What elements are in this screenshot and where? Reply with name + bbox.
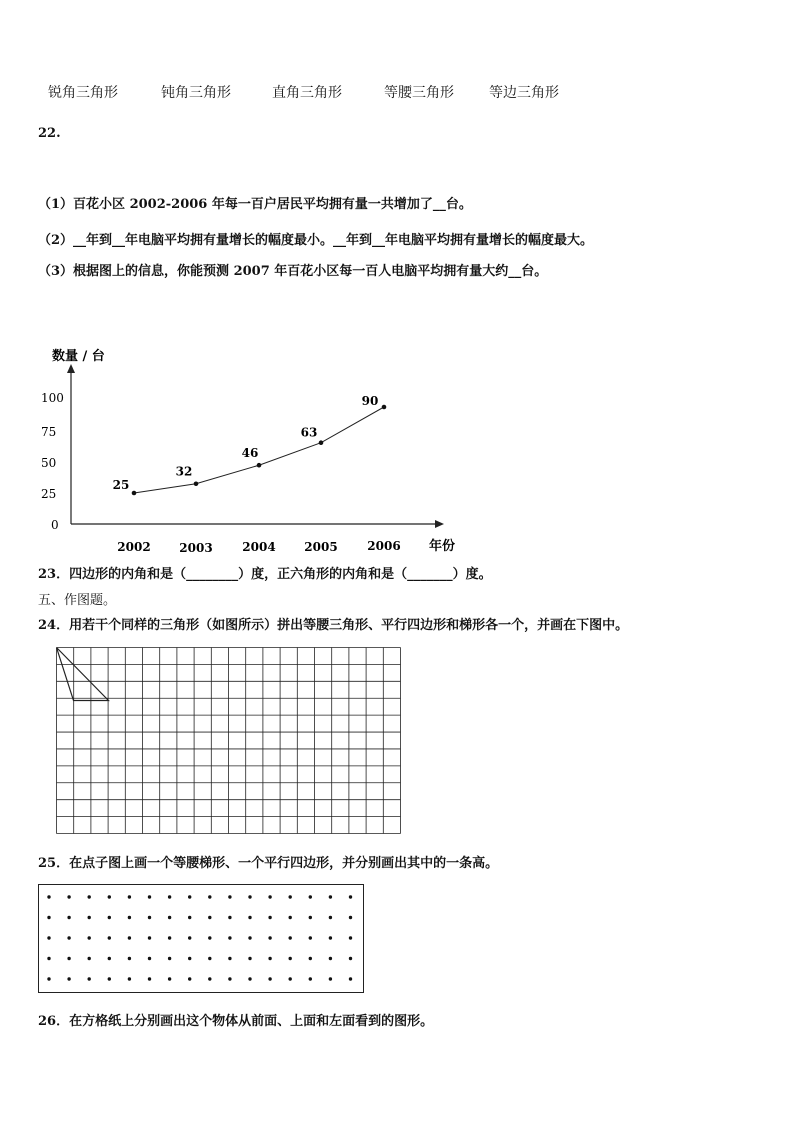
triangle-type-right: 直角三角形 bbox=[272, 85, 342, 101]
dot bbox=[108, 957, 111, 960]
dot bbox=[67, 895, 70, 898]
dot bbox=[228, 916, 231, 919]
dot bbox=[248, 977, 251, 980]
data-point bbox=[319, 440, 324, 445]
section-5-title: 五、作图题。 bbox=[38, 593, 117, 608]
dot bbox=[67, 936, 70, 939]
triangle-type-acute: 锐角三角形 bbox=[48, 85, 118, 101]
dot bbox=[47, 977, 50, 980]
dot bbox=[88, 957, 91, 960]
dot bbox=[88, 936, 91, 939]
dot bbox=[349, 936, 352, 939]
dot bbox=[268, 936, 271, 939]
dot bbox=[349, 977, 352, 980]
data-label: 32 bbox=[175, 464, 193, 479]
dot bbox=[128, 957, 131, 960]
dot bbox=[248, 957, 251, 960]
dot bbox=[88, 977, 91, 980]
q23-text: 23．四边形的内角和是（________）度，正六角形的内角和是（_______）度。 bbox=[38, 567, 492, 582]
dot bbox=[349, 895, 352, 898]
dot bbox=[128, 916, 131, 919]
dot bbox=[168, 916, 171, 919]
x-tick-label: 2006 bbox=[367, 539, 401, 553]
data-label: 90 bbox=[361, 394, 379, 408]
dot bbox=[309, 916, 312, 919]
dot bbox=[188, 936, 191, 939]
y-tick-label: 25 bbox=[41, 487, 57, 501]
x-tick-label: 2005 bbox=[304, 540, 338, 554]
q22-item-1: （1）百花小区 2002-2006 年每一百户居民平均拥有量一共增加了__台。 bbox=[38, 197, 472, 212]
dot bbox=[309, 936, 312, 939]
dot bbox=[248, 916, 251, 919]
dot bbox=[108, 936, 111, 939]
data-point bbox=[132, 491, 137, 496]
dot bbox=[168, 936, 171, 939]
data-label: 46 bbox=[241, 446, 259, 461]
dot bbox=[188, 916, 191, 919]
dot bbox=[168, 895, 171, 898]
dot bbox=[47, 916, 50, 919]
dot bbox=[47, 895, 50, 898]
dot bbox=[329, 977, 332, 980]
dot bbox=[289, 895, 292, 898]
x-tick-label: 2004 bbox=[242, 540, 276, 554]
dot bbox=[208, 977, 211, 980]
dot bbox=[268, 895, 271, 898]
y-tick-label: 75 bbox=[41, 425, 57, 439]
dot bbox=[128, 977, 131, 980]
dot bbox=[289, 916, 292, 919]
y-tick-label: 0 bbox=[51, 518, 59, 532]
dot bbox=[228, 936, 231, 939]
dot bbox=[88, 916, 91, 919]
dot bbox=[67, 957, 70, 960]
q24-text: 24．用若干个同样的三角形（如图所示）拼出等腰三角形、平行四边形和梯形各一个，并画在下图中。 bbox=[38, 618, 629, 633]
x-tick-label: 2002 bbox=[117, 540, 151, 554]
dot bbox=[268, 977, 271, 980]
grid-paper[interactable] bbox=[56, 647, 401, 834]
line-chart bbox=[30, 340, 470, 560]
dot bbox=[228, 977, 231, 980]
dot bbox=[208, 957, 211, 960]
dot bbox=[309, 977, 312, 980]
dot bbox=[148, 936, 151, 939]
dot bbox=[188, 977, 191, 980]
dot bbox=[228, 895, 231, 898]
dot-grid[interactable] bbox=[38, 884, 365, 994]
y-axis-arrow bbox=[67, 364, 75, 373]
dot bbox=[168, 977, 171, 980]
dot bbox=[148, 977, 151, 980]
sample-triangle bbox=[57, 648, 109, 701]
dot bbox=[329, 957, 332, 960]
triangle-type-isosceles: 等腰三角形 bbox=[384, 85, 454, 101]
dot bbox=[88, 895, 91, 898]
dot bbox=[208, 916, 211, 919]
dot bbox=[309, 895, 312, 898]
dot bbox=[248, 895, 251, 898]
dot bbox=[289, 977, 292, 980]
dot-grid-border bbox=[39, 885, 364, 993]
x-axis-arrow bbox=[435, 520, 444, 528]
dot bbox=[248, 936, 251, 939]
series-line bbox=[134, 407, 384, 493]
dot bbox=[108, 916, 111, 919]
dot bbox=[329, 916, 332, 919]
q25-text: 25．在点子图上画一个等腰梯形、一个平行四边形，并分别画出其中的一条高。 bbox=[38, 856, 499, 871]
dot bbox=[208, 895, 211, 898]
dot bbox=[148, 957, 151, 960]
q22-number: 22. bbox=[38, 126, 61, 141]
dot bbox=[128, 936, 131, 939]
q22-item-2: （2）__年到__年电脑平均拥有量增长的幅度最小。__年到__年电脑平均拥有量增长的幅度最大。 bbox=[38, 233, 594, 248]
dot bbox=[67, 916, 70, 919]
dot bbox=[329, 936, 332, 939]
data-point bbox=[382, 405, 387, 410]
dot bbox=[47, 957, 50, 960]
q26-text: 26．在方格纸上分别画出这个物体从前面、上面和左面看到的图形。 bbox=[38, 1014, 434, 1029]
dot bbox=[108, 895, 111, 898]
triangle-type-obtuse: 钝角三角形 bbox=[161, 85, 231, 101]
dot bbox=[289, 936, 292, 939]
chart-ylabel: 数量 / 台 bbox=[52, 349, 105, 364]
data-label: 63 bbox=[300, 425, 318, 440]
dot bbox=[108, 977, 111, 980]
data-point bbox=[257, 463, 262, 468]
chart-xlabel: 年份 bbox=[429, 539, 456, 554]
dot bbox=[188, 895, 191, 898]
dot bbox=[289, 957, 292, 960]
dot bbox=[329, 895, 332, 898]
dot bbox=[168, 957, 171, 960]
dot bbox=[349, 916, 352, 919]
data-point bbox=[194, 481, 199, 486]
y-tick-label: 50 bbox=[41, 456, 57, 470]
dot bbox=[128, 895, 131, 898]
dot bbox=[268, 957, 271, 960]
dot bbox=[67, 977, 70, 980]
dot bbox=[148, 895, 151, 898]
q22-item-3: （3）根据图上的信息，你能预测 2007 年百花小区每一百人电脑平均拥有量大约__台。 bbox=[38, 264, 548, 279]
dot bbox=[268, 916, 271, 919]
dot bbox=[148, 916, 151, 919]
dot bbox=[47, 936, 50, 939]
dot bbox=[228, 957, 231, 960]
triangle-type-equilateral: 等边三角形 bbox=[489, 85, 559, 101]
dot bbox=[208, 936, 211, 939]
dot bbox=[188, 957, 191, 960]
data-label: 25 bbox=[112, 478, 130, 492]
y-tick-label: 100 bbox=[41, 391, 64, 405]
dot bbox=[309, 957, 312, 960]
dot bbox=[349, 957, 352, 960]
x-tick-label: 2003 bbox=[179, 541, 213, 555]
